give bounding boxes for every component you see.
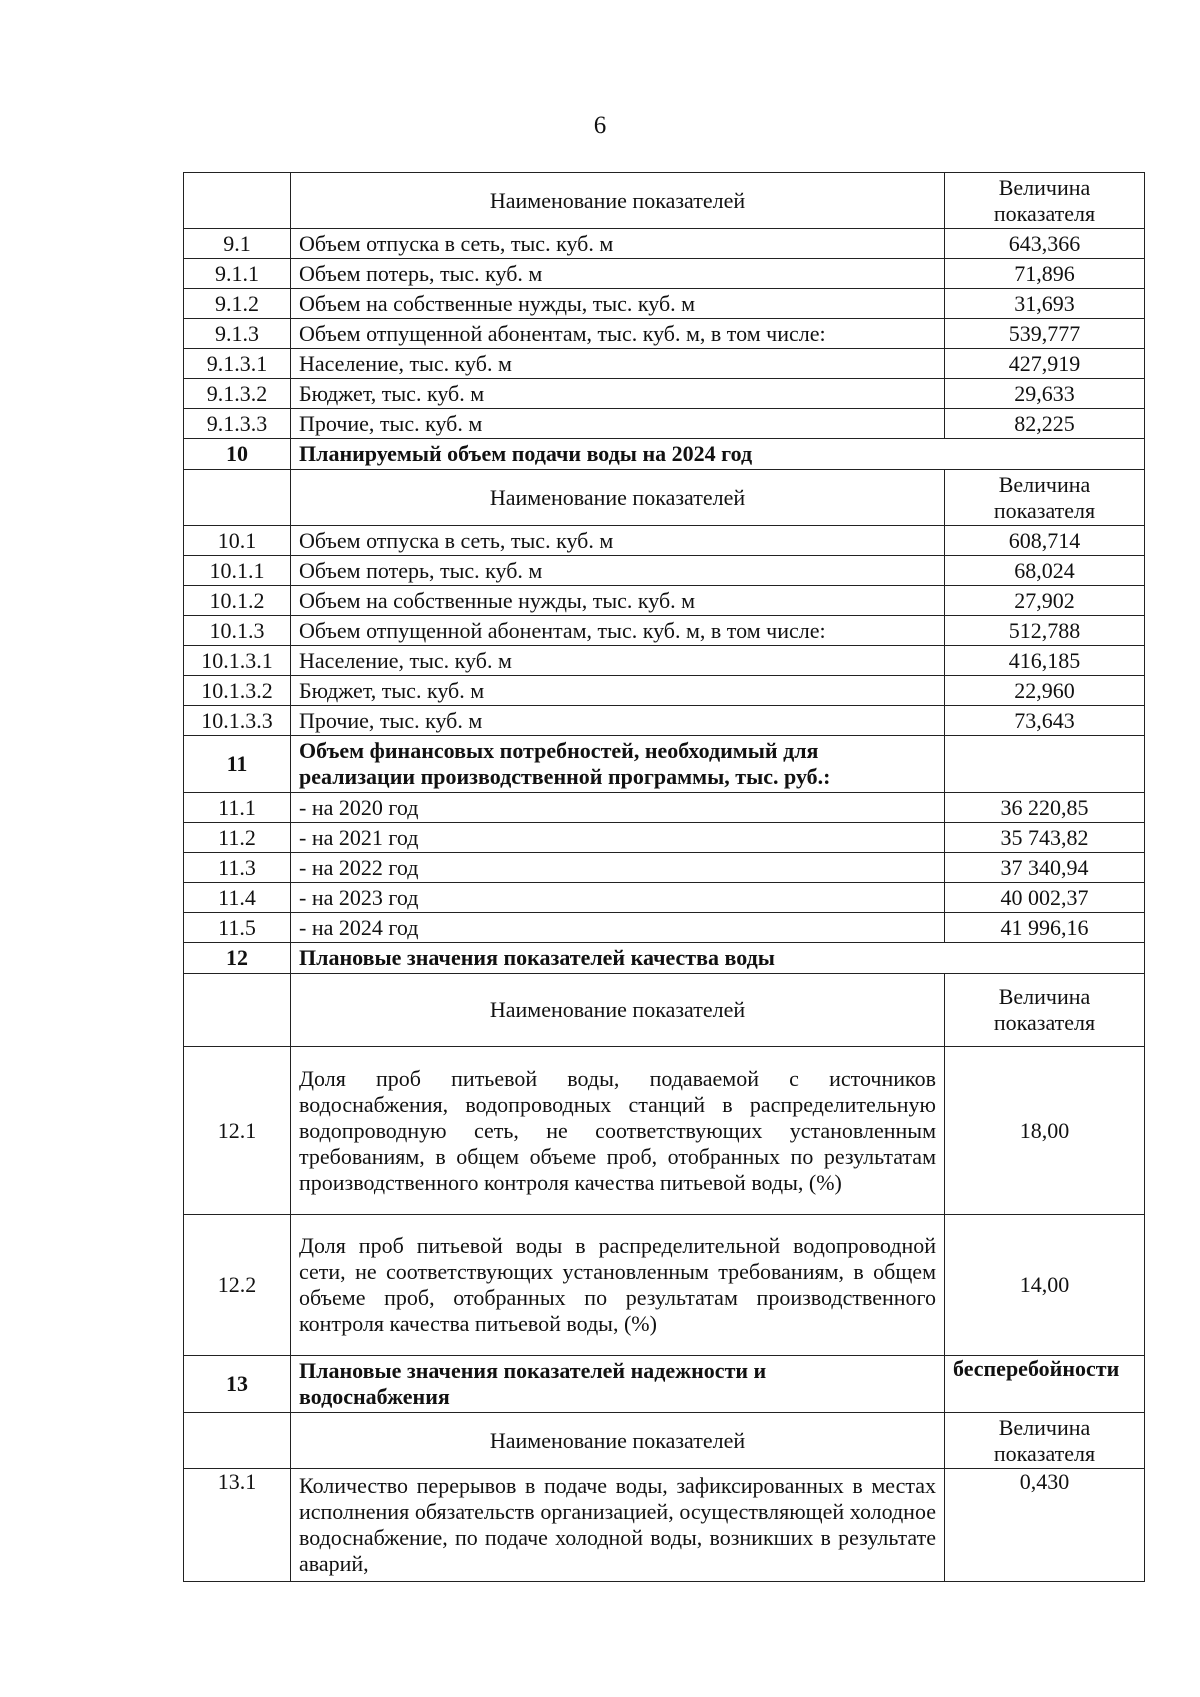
row-name: Объем отпущенной абонентам, тыс. куб. м, в том числе:: [291, 616, 945, 646]
row-num: 10.1.3.3: [184, 706, 291, 736]
section-title-line1: Плановые значения показателей надежности и: [299, 1358, 767, 1383]
section-title: [291, 1356, 945, 1413]
table-row: [184, 289, 1145, 319]
row-value: 643,366: [945, 229, 1145, 259]
row-name: Объем на собственные нужды, тыс. куб. м: [291, 289, 945, 319]
row-name: - на 2021 год: [291, 823, 945, 853]
section-title-continuation: бесперебойности: [945, 1356, 1145, 1413]
section-value-cell: [945, 736, 1145, 793]
table-row: [184, 379, 1145, 409]
row-value: 31,693: [945, 289, 1145, 319]
row-value: 73,643: [945, 706, 1145, 736]
table-row: [184, 883, 1145, 913]
row-num: 9.1: [184, 229, 291, 259]
row-name: Объем отпущенной абонентам, тыс. куб. м, в том числе:: [291, 319, 945, 349]
row-value: 539,777: [945, 319, 1145, 349]
table-row: [184, 409, 1145, 439]
table-row: [184, 616, 1145, 646]
row-num: 9.1.3.1: [184, 349, 291, 379]
row-value: 27,902: [945, 586, 1145, 616]
row-name: - на 2020 год: [291, 793, 945, 823]
table-row: [184, 793, 1145, 823]
row-num: 9.1.1: [184, 259, 291, 289]
row-value: 41 996,16: [945, 913, 1145, 943]
section-row-11: [184, 736, 1145, 793]
row-name: Объем на собственные нужды, тыс. куб. м: [291, 586, 945, 616]
section-num: 11: [184, 736, 291, 793]
row-num: 10.1.3: [184, 616, 291, 646]
row-value: 427,919: [945, 349, 1145, 379]
header-value-cell: Величина показателя: [945, 173, 1145, 229]
row-num: 9.1.2: [184, 289, 291, 319]
row-name: Доля проб питьевой воды в распределительной водопроводной сети, не соответствующих установленным требованиям, в общем объеме проб, отобранных по результатам производственного контроля качества питьевой воды, (%): [291, 1215, 945, 1356]
row-value: 35 743,82: [945, 823, 1145, 853]
table-row: [184, 229, 1145, 259]
table-header-row: [184, 470, 1145, 526]
row-name: Доля проб питьевой воды, подаваемой с источников водоснабжения, водопроводных станций в распределительную водопроводную сеть, не соответствующих установленным требованиям, в общем объеме проб, отобранных по результатам производственного контроля качества питьевой воды, (%): [291, 1047, 945, 1215]
row-value: 608,714: [945, 526, 1145, 556]
row-name: Население, тыс. куб. м: [291, 349, 945, 379]
header-num-cell: [184, 470, 291, 526]
table-row: [184, 853, 1145, 883]
section-row-10: [184, 439, 1145, 470]
row-name: - на 2023 год: [291, 883, 945, 913]
row-num: 9.1.3: [184, 319, 291, 349]
row-value: 36 220,85: [945, 793, 1145, 823]
section-num: 10: [184, 439, 291, 470]
row-name: Население, тыс. куб. м: [291, 646, 945, 676]
row-num: 10.1: [184, 526, 291, 556]
row-value: 29,633: [945, 379, 1145, 409]
row-num: 11.2: [184, 823, 291, 853]
header-value-cell: Величина показателя: [945, 974, 1145, 1047]
table-row: [184, 556, 1145, 586]
table-header-row: [184, 173, 1145, 229]
section-row-13: [184, 1356, 1145, 1413]
table-row: [184, 586, 1145, 616]
table-row: [184, 913, 1145, 943]
table-row: [184, 1047, 1145, 1215]
row-name: Объем потерь, тыс. куб. м: [291, 556, 945, 586]
row-num: 10.1.3.2: [184, 676, 291, 706]
header-value-cell: Величина показателя: [945, 1413, 1145, 1469]
row-num: 11.5: [184, 913, 291, 943]
row-value: 18,00: [945, 1047, 1145, 1215]
table-row: [184, 1215, 1145, 1356]
row-value: 512,788: [945, 616, 1145, 646]
row-name: Прочие, тыс. куб. м: [291, 706, 945, 736]
row-value: 416,185: [945, 646, 1145, 676]
table-row: [184, 259, 1145, 289]
row-value: 0,430: [945, 1469, 1145, 1582]
header-num-cell: [184, 173, 291, 229]
row-value: 40 002,37: [945, 883, 1145, 913]
row-num: 10.1.2: [184, 586, 291, 616]
row-num: 9.1.3.3: [184, 409, 291, 439]
header-name-cell: Наименование показателей: [291, 1413, 945, 1469]
header-num-cell: [184, 974, 291, 1047]
row-num: 11.4: [184, 883, 291, 913]
header-num-cell: [184, 1413, 291, 1469]
header-name-cell: Наименование показателей: [291, 173, 945, 229]
indicators-table: [183, 172, 1145, 1582]
row-num: 11.3: [184, 853, 291, 883]
row-num: 9.1.3.2: [184, 379, 291, 409]
row-name: Объем отпуска в сеть, тыс. куб. м: [291, 229, 945, 259]
header-name-cell: Наименование показателей: [291, 974, 945, 1047]
row-value: 71,896: [945, 259, 1145, 289]
row-name: Бюджет, тыс. куб. м: [291, 379, 945, 409]
row-name: Объем отпуска в сеть, тыс. куб. м: [291, 526, 945, 556]
row-num: 12.1: [184, 1047, 291, 1215]
table-row: [184, 1469, 1145, 1582]
row-name: Количество перерывов в подаче воды, зафиксированных в местах исполнения обязательств организацией, осуществляющей холодное водоснабжение, по подаче холодной воды, возникших в результате аварий,: [291, 1469, 945, 1582]
row-name: Объем потерь, тыс. куб. м: [291, 259, 945, 289]
header-value-cell: Величина показателя: [945, 470, 1145, 526]
row-num: 12.2: [184, 1215, 291, 1356]
table-row: [184, 319, 1145, 349]
row-name: Прочие, тыс. куб. м: [291, 409, 945, 439]
section-num: 12: [184, 943, 291, 974]
row-num: 10.1.3.1: [184, 646, 291, 676]
table-row: [184, 823, 1145, 853]
page-number: 6: [593, 112, 607, 139]
table-header-row: [184, 974, 1145, 1047]
row-value: 37 340,94: [945, 853, 1145, 883]
row-name: - на 2022 год: [291, 853, 945, 883]
table-row: [184, 526, 1145, 556]
section-title-line2: водоснабжения: [299, 1384, 450, 1409]
section-title: Объем финансовых потребностей, необходимый для реализации производственной программы, тыс. руб.:: [291, 736, 945, 793]
section-title: Плановые значения показателей качества воды: [291, 943, 1145, 974]
row-num: 10.1.1: [184, 556, 291, 586]
section-title: Планируемый объем подачи воды на 2024 год: [291, 439, 1145, 470]
row-value: 68,024: [945, 556, 1145, 586]
header-name-cell: Наименование показателей: [291, 470, 945, 526]
table-row: [184, 676, 1145, 706]
section-num: 13: [184, 1356, 291, 1413]
table-header-row: [184, 1413, 1145, 1469]
table-row: [184, 706, 1145, 736]
table-row: [184, 646, 1145, 676]
row-num: 11.1: [184, 793, 291, 823]
row-value: 14,00: [945, 1215, 1145, 1356]
row-value: 82,225: [945, 409, 1145, 439]
row-name: Бюджет, тыс. куб. м: [291, 676, 945, 706]
row-name: - на 2024 год: [291, 913, 945, 943]
section-row-12: [184, 943, 1145, 974]
row-value: 22,960: [945, 676, 1145, 706]
table-row: [184, 349, 1145, 379]
row-num: 13.1: [184, 1469, 291, 1582]
